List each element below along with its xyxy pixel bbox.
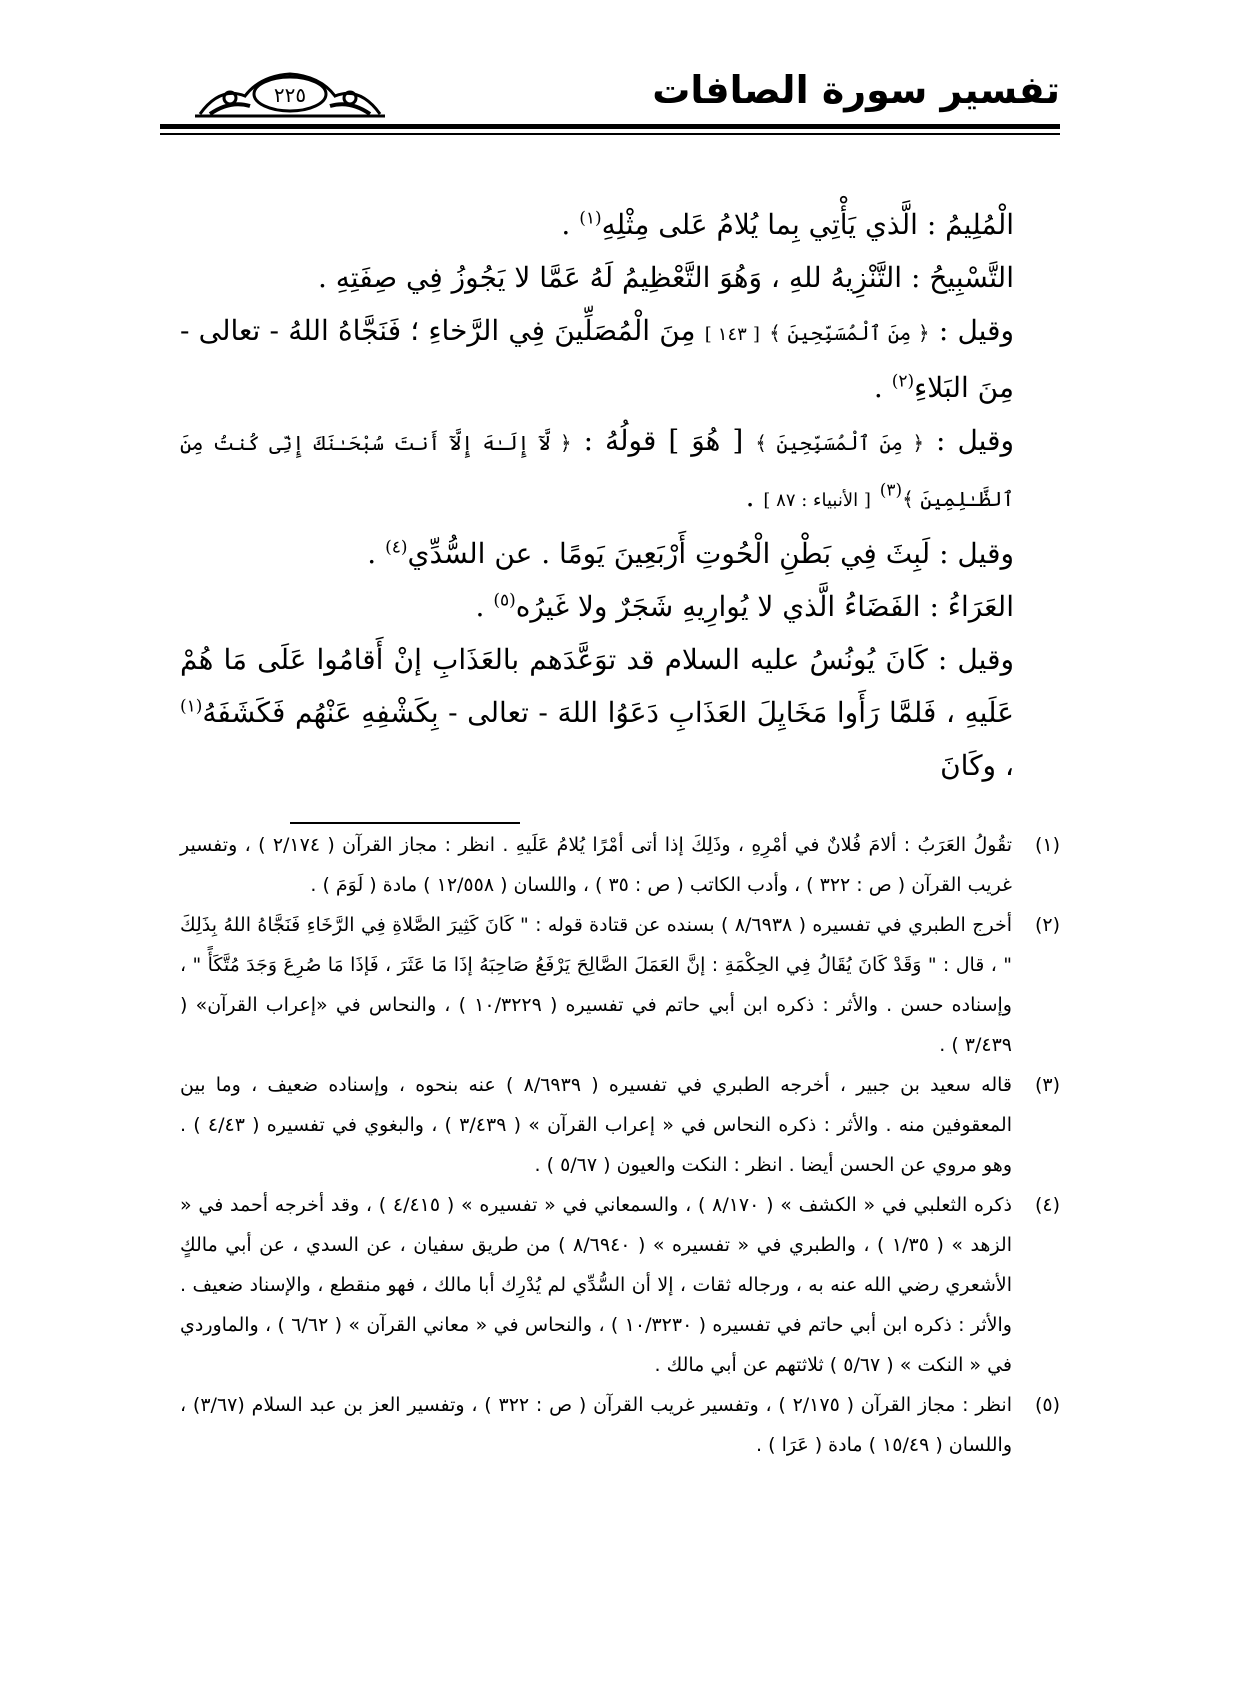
main-line: وقيل : كَانَ يُونُسُ عليه السلام قد توَعَّدَهم بالعَذَابِ إنْ أَقامُوا عَلَى مَا هُمْ عَلَيهِ ، فَلمَّا رَأَوا مَخَايِلَ العَذَابِ دَعَوُا اللهَ - تعالى - بِكَشْفِهِ عَنْهُم فَكَشَفَهُ$^{(١)}$ ، وكَانَ bbox=[180, 643, 1014, 782]
footnote-text: قاله سعيد بن جبير ، أخرجه الطبري في تفسيره ( ٨/٦٩٣٩ ) عنه بنحوه ، وإسناده ضعيف ، وما بين المعقوفين منه . والأثر : ذكره النحاس في « إعراب القرآن » ( ٣/٤٣٩ ) ، والبغوي في تفسيره ( ٤/٤٣ ) . وهو مروي عن الحسن أيضا . انظر : النكت والعيون ( ٥/٦٧ ) . bbox=[180, 1074, 1012, 1176]
footnote-text: أخرج الطبري في تفسيره ( ٨/٦٩٣٨ ) بسنده عن قتادة قوله : " كَانَ كَثِيرَ الصَّلاةِ فِي الرَّخَاءِ فَنَجَّاهُ اللهُ بِذَلِكَ " ، قال : " وَقَدْ كَانَ يُقَالُ فِي الحِكْمَةِ : إنَّ العَمَلَ الصَّالِحَ يَرْفَعُ صَاحِبَهُ إذَا مَا عَثَرَ ، فَإذَا مَا صُرِعَ وَجَدَ مُتَّكَأً " ، وإسناده حسن . والأثر : ذكره ابن أبي حاتم في تفسيره ( ١٠/٣٢٢٩ ) ، والنحاس في «إعراب القرآن» ( ٣/٤٣٩ ) . bbox=[180, 914, 1012, 1056]
quran-verse: ﴿ لَّآ إِلَـٰهَ إِلَّآ أَنتَ سُبْحَـٰنَكَ إِنِّى كُنتُ مِنَ ٱلظَّـٰلِمِينَ ﴾ bbox=[180, 431, 1014, 511]
main-line: وقيل : ﴿ مِنَ ٱلْمُسَبِّحِينَ ﴾ [ هُوَ ] قولُهُ : ﴿ لَّآ إِلَـٰهَ إِلَّآ أَنتَ سُبْحَـٰنَكَ إِنِّى كُنتُ مِنَ ٱلظَّـٰلِمِينَ ﴾$^{(٣)}$ [ الأنبياء : ٨٧ ] . bbox=[180, 424, 1015, 513]
footnote-text: انظر : مجاز القرآن ( ٢/١٧٥ ) ، وتفسير غريب القرآن ( ص : ٣٢٢ ) ، وتفسير العز بن عبد السلام (٣/٦٧) ، واللسان ( ١٥/٤٩ ) مادة ( عَرَا ) . bbox=[180, 1394, 1013, 1456]
footnote-ref: (٤) bbox=[385, 537, 408, 558]
footnote bbox=[180, 1185, 1060, 1385]
footnote bbox=[180, 1385, 1060, 1465]
footnote-text: ذكره الثعلبي في « الكشف » ( ٨/١٧٠ ) ، والسمعاني في « تفسيره » ( ٤/٤١٥ ) ، وقد أخرجه أحمد في « الزهد » ( ١/٣٥ ) ، والطبري في « تفسيره » ( ٨/٦٩٤٠ ) من طريق سفيان ، عن السدي ، عن أبي مالكٍ الأشعري رضي الله عنه به ، ورجاله ثقات ، إلا أن السُّدِّي لم يُدْرِك أبا مالك ، فهو منقطع ، والإسناد ضعيف . والأثر : ذكره ابن أبي حاتم في تفسيره ( ١٠/٣٢٣٠ ) ، والنحاس في « معاني القرآن » ( ٦/٦٢ ) ، والماوردي في « النكت » ( ٥/٦٧ ) ثلاثتهم عن أبي مالك . bbox=[180, 1194, 1012, 1376]
footnotes bbox=[180, 825, 1060, 1465]
verse-ref: [ الأنبياء : ٨٧ ] bbox=[763, 490, 871, 511]
footnote-number: (٣) bbox=[1034, 1074, 1060, 1096]
footnote-ref: (٥) bbox=[493, 590, 516, 611]
main-text bbox=[180, 198, 1060, 792]
footnote-ref: (١) bbox=[180, 696, 203, 717]
footnote-number: (٥) bbox=[1034, 1394, 1060, 1416]
footnote-ref: (١) bbox=[579, 208, 602, 229]
quran-verse: ﴿ مِنَ ٱلْمُسَبِّحِينَ ﴾ bbox=[755, 431, 925, 455]
page-number: ٢٢٥ bbox=[273, 83, 307, 107]
quran-verse: ﴿ مِنَ ٱلْمُسَبِّحِينَ ﴾ bbox=[769, 321, 930, 345]
page-header bbox=[160, 60, 1060, 130]
header-rule-thick bbox=[160, 124, 1060, 129]
footnote bbox=[180, 905, 1060, 1065]
footnote-ref: (٣) bbox=[879, 480, 903, 501]
footnote-number: (٢) bbox=[1034, 914, 1060, 936]
footnote bbox=[180, 1065, 1060, 1185]
main-line: الْمُلِيمُ : الَّذي يَأْتِي بِما يُلامُ عَلى مِثْلِهِ$^{(١)}$ . bbox=[561, 208, 1014, 241]
page-number-ornament bbox=[190, 66, 390, 120]
verse-ref: [ ١٤٣ ] bbox=[704, 324, 760, 345]
footnote-ref: (٢) bbox=[891, 371, 915, 392]
main-line: العَرَاءُ : الفَضَاءُ الَّذي لا يُوارِيهِ شَجَرٌ ولا غَيرُه$^{(٥)}$ . bbox=[475, 590, 1014, 623]
header-rule-thin bbox=[160, 133, 1060, 135]
footnote-text: تقُولُ العَرَبُ : ألامَ فُلانٌ في أمْرِهِ ، وذَلِكَ إذا أتى أمْرًا يُلامُ عَلَيهِ . انظر : مجاز القرآن ( ٢/١٧٤ ) ، وتفسير غريب القرآن ( ص : ٣٢٢ ) ، وأدب الكاتب ( ص : ٣٥ ) ، واللسان ( ١٢/٥٥٨ ) مادة ( لَوَمَ ) . bbox=[180, 834, 1012, 896]
main-line: وقيل : ﴿ مِنَ ٱلْمُسَبِّحِينَ ﴾ [ ١٤٣ ] مِنَ الْمُصَلِّينَ فِي الرَّخاءِ ؛ فَنَجَّاهُ اللهُ - تعالى - مِنَ البَلاءِ$^{(٢)}$ . bbox=[180, 314, 1015, 404]
footnote-separator bbox=[290, 822, 520, 824]
footnote bbox=[180, 825, 1060, 905]
main-line: التَّسْبِيحُ : التَّنْزِيهُ للهِ ، وَهُوَ التَّعْظِيمُ لَهُ عَمَّا لا يَجُوزُ فِي صِفَتِهِ . bbox=[317, 261, 1014, 294]
main-line: وقيل : لَبِثَ فِي بَطْنِ الْحُوتِ أَرْبَعِينَ يَومًا . عن السُّدِّي$^{(٤)}$ . bbox=[367, 537, 1014, 570]
footnote-number: (٤) bbox=[1034, 1194, 1060, 1216]
footnote-number: (١) bbox=[1034, 834, 1060, 856]
page-title: تفسير سورة الصافات bbox=[652, 68, 1060, 112]
